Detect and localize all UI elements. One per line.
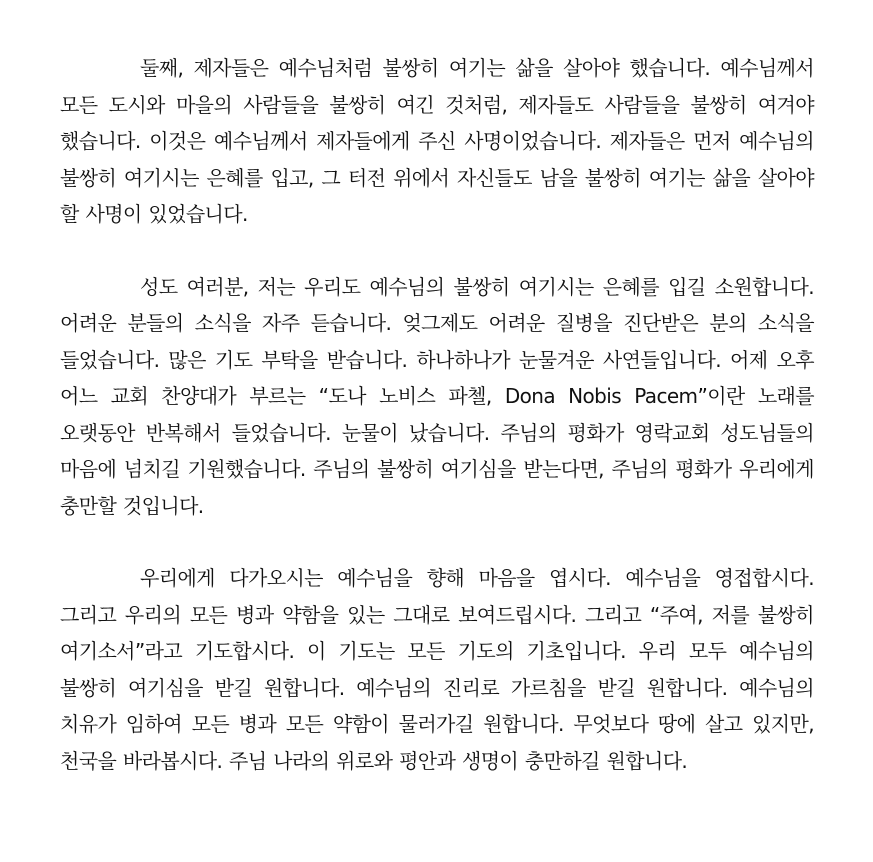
paragraph-2: 성도 여러분, 저는 우리도 예수님의 불쌍히 여기시는 은혜를 입길 소원합니다. 어려운 분들의 소식을 자주 듣습니다. 엊그제도 어려운 질병을 진단받은 분의 소식을 들었습니다. 많은 기도 부탁을 받습니다. 하나하나가 눈물겨운 사연들입니다. 어제 오후 어느 교회 찬양대가 부르는 “도나 노비스 파첼, Dona Nobis Pacem”이란 노래를 오랫동안 반복해서 들었습니다. 눈물이 났습니다. 주님의 평화가 영락교회 성도님들의 마음에 넘치길 기원했습니다. 주님의 불쌍히 여기심을 받는다면, 주님의 평화가 우리에게 충만할 것입니다. — [60, 274, 814, 518]
paragraph-3: 우리에게 다가오시는 예수님을 향해 마음을 엽시다. 예수님을 영접합시다. 그리고 우리의 모든 병과 약함을 있는 그대로 보여드립시다. 그리고 “주여, 저를 불쌍히 여기소서”라고 기도합시다. 이 기도는 모든 기도의 기초입니다. 우리 모두 예수님의 불쌍히 여기심을 받길 원합니다. 예수님의 진리로 가르침을 받길 원합니다. 예수님의 치유가 임하여 모든 병과 모든 약함이 물러가길 원합니다. 무엇보다 땅에 살고 있지만, 천국을 바라봅시다. 주님 나라의 위로와 평안과 생명이 충만하길 원합니다. — [60, 566, 814, 773]
document-body — [60, 50, 814, 779]
paragraph-1: 둘째, 제자들은 예수님처럼 불쌍히 여기는 삶을 살아야 했습니다. 예수님께서 모든 도시와 마을의 사람들을 불쌍히 여긴 것처럼, 제자들도 사람들을 불쌍히 여겨야 했습니다. 이것은 예수님께서 제자들에게 주신 사명이었습니다. 제자들은 먼저 예수님의 불쌍히 여기시는 은혜를 입고, 그 터전 위에서 자신들도 남을 불쌍히 여기는 삶을 살아야 할 사명이 있었습니다. — [60, 56, 814, 226]
